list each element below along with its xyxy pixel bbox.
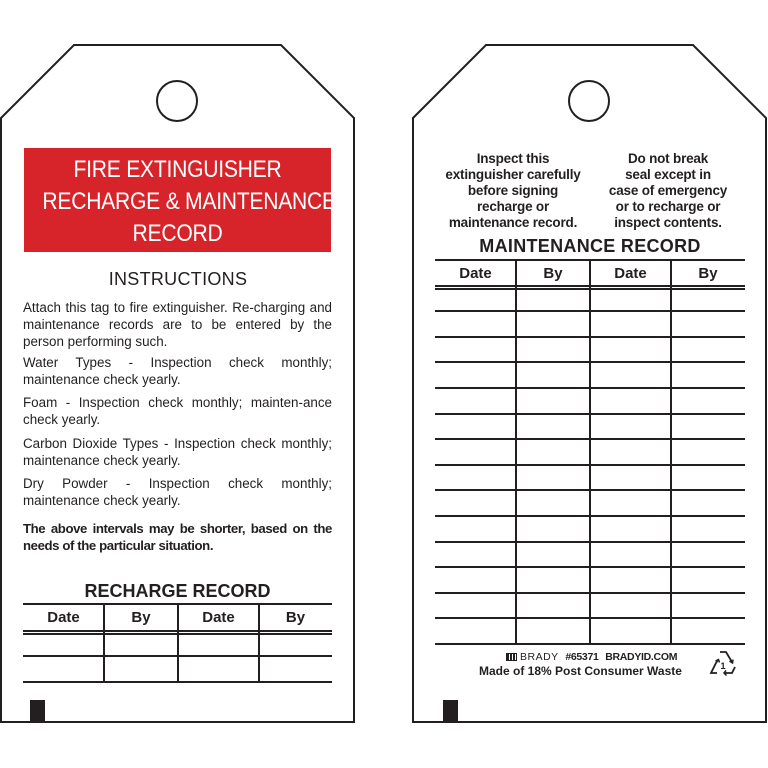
column-divider xyxy=(515,259,517,645)
col-header-date: Date xyxy=(47,609,80,626)
note-line: inspect contents. xyxy=(614,215,722,230)
tag-hole xyxy=(568,80,610,122)
note-line: case of emergency xyxy=(608,183,728,198)
instruction-water: Water Types - Inspection check monthly; maintenance check yearly. xyxy=(23,355,332,387)
note-line: extinguisher carefully xyxy=(445,167,581,182)
instruction-dry-powder: Dry Powder - Inspection check monthly; maintenance check yearly. xyxy=(23,476,332,508)
col-header-date: Date xyxy=(459,265,492,282)
column-divider xyxy=(589,259,591,645)
banner-line-2: RECHARGE & MAINTENANCE xyxy=(42,188,336,215)
note-line: maintenance record. xyxy=(448,215,578,230)
seal-note xyxy=(594,151,742,231)
instruction-co2: Carbon Dioxide Types - Inspection check monthly; maintenance check yearly. xyxy=(23,436,332,468)
svg-text:1: 1 xyxy=(720,661,726,671)
col-header-by: By xyxy=(698,265,718,282)
tag-hole xyxy=(156,80,198,122)
col-header-by: By xyxy=(285,609,306,626)
note-line: Inspect this xyxy=(476,151,550,166)
recycle-text: Made of 18% Post Consumer Waste xyxy=(479,664,682,678)
col-header-by: By xyxy=(543,265,563,282)
brand-name: BRADY xyxy=(520,651,559,663)
note-line: seal except in xyxy=(625,167,711,182)
recharge-record-title: RECHARGE RECORD xyxy=(84,581,271,601)
column-divider xyxy=(177,603,179,683)
note-line: recharge or xyxy=(476,199,550,214)
corner-marker xyxy=(443,700,458,722)
corner-marker xyxy=(30,700,45,722)
note-line: Do not break xyxy=(627,151,709,166)
instruction-foam: Foam - Inspection check monthly; mainten-ance check yearly. xyxy=(23,395,332,427)
banner-line-3: RECORD xyxy=(132,220,223,247)
website: BRADYID.COM xyxy=(605,651,678,663)
inspect-note xyxy=(433,151,593,231)
column-divider xyxy=(258,603,260,683)
part-number: #65371 xyxy=(565,651,599,663)
note-line: or to recharge or xyxy=(615,199,721,214)
col-header-date: Date xyxy=(202,609,235,626)
column-divider xyxy=(103,603,105,683)
title-banner xyxy=(24,148,336,252)
column-divider xyxy=(670,259,672,645)
banner-line-1: FIRE EXTINGUISHER xyxy=(73,156,282,183)
maintenance-record-title: MAINTENANCE RECORD xyxy=(479,236,701,256)
instructions-title: INSTRUCTIONS xyxy=(108,269,248,289)
brand-line xyxy=(506,651,677,663)
interval-note: The above intervals may be shorter, based on the needs of the particular situation. xyxy=(23,521,332,553)
note-line: before signing xyxy=(467,183,559,198)
col-header-date: Date xyxy=(614,265,647,282)
instruction-paragraph: Attach this tag to fire extinguisher. Re-charging and maintenance records are to be entered by the person performing such. xyxy=(23,300,332,349)
col-header-by: By xyxy=(131,609,151,626)
brady-logo-icon xyxy=(506,653,517,661)
recycle-icon xyxy=(708,649,738,677)
